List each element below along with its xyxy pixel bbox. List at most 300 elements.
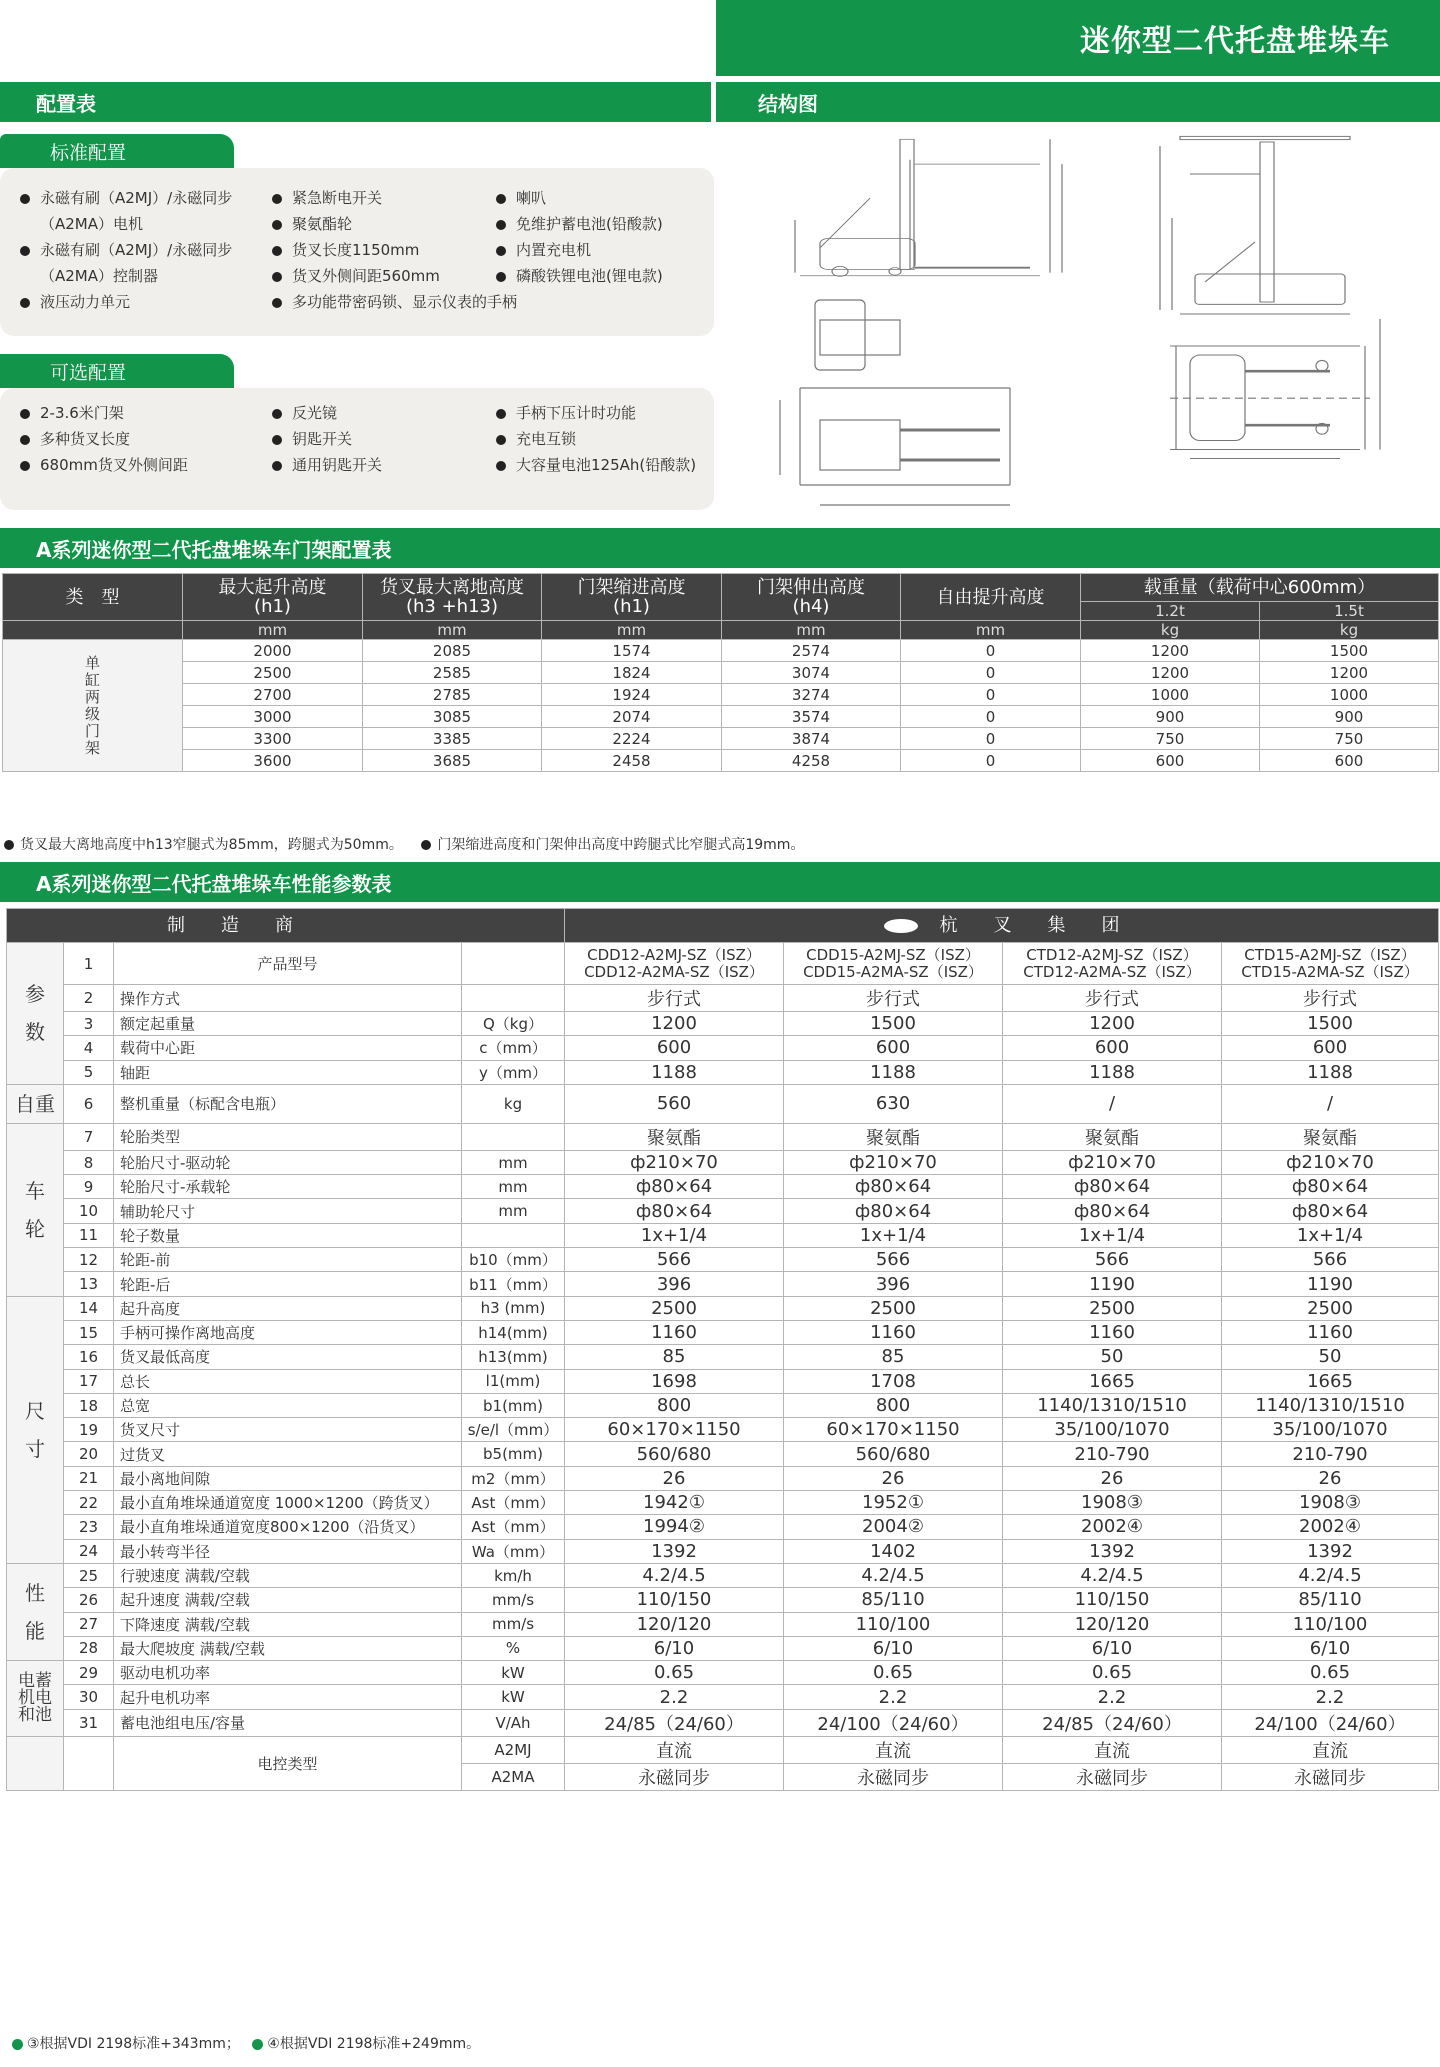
- table-cell: 2700: [183, 684, 363, 706]
- bullet-icon: [496, 194, 506, 204]
- param-value: 1x+1/4: [1003, 1223, 1222, 1247]
- table-row: [7, 1612, 1439, 1636]
- param-unit: b5(mm): [462, 1442, 565, 1466]
- param-value: 120/120: [1003, 1612, 1222, 1636]
- table-cell: 2585: [363, 662, 542, 684]
- param-value: 630: [784, 1084, 1003, 1123]
- param-value: 1665: [1003, 1369, 1222, 1393]
- param-value: 85: [565, 1345, 784, 1369]
- row-number: 19: [64, 1418, 114, 1442]
- table-cell: 1200: [1081, 662, 1260, 684]
- param-value: 2004②: [784, 1515, 1003, 1539]
- table-row: [7, 985, 1439, 1012]
- table-cell: 2574: [722, 640, 901, 662]
- param-label: 下降速度 满载/空载: [114, 1612, 462, 1636]
- param-value: 1708: [784, 1369, 1003, 1393]
- param-value: 1160: [784, 1320, 1003, 1344]
- row-number: 8: [64, 1150, 114, 1174]
- param-value: 2.2: [1222, 1685, 1439, 1709]
- param-value: 560: [565, 1084, 784, 1123]
- param-value: ф80×64: [1003, 1199, 1222, 1223]
- table-row: [7, 1539, 1439, 1563]
- mast-header-cell: 货叉最大离地高度 (h3 +h13): [363, 574, 542, 621]
- param-unit: Ast（mm）: [462, 1515, 565, 1539]
- config-item-label: 多功能带密码锁、显示仪表的手柄: [292, 293, 518, 311]
- control-value: 直流: [1003, 1736, 1222, 1763]
- param-unit: h14(mm): [462, 1320, 565, 1344]
- param-unit: c（mm）: [462, 1036, 565, 1060]
- table-row: [3, 750, 1439, 772]
- bullet-icon: [272, 220, 282, 230]
- param-value: 1200: [565, 1012, 784, 1036]
- param-value: 35/100/1070: [1222, 1418, 1439, 1442]
- row-number: 9: [64, 1175, 114, 1199]
- perf-footnotes: [12, 2033, 480, 2053]
- row-number: 13: [64, 1272, 114, 1296]
- table-cell: 3574: [722, 706, 901, 728]
- param-label: 轮胎类型: [114, 1123, 462, 1150]
- param-value: 210-790: [1222, 1442, 1439, 1466]
- config-item: [496, 263, 663, 289]
- param-value: 566: [1222, 1248, 1439, 1272]
- row-number: 11: [64, 1223, 114, 1247]
- config-item-label: 货叉外侧间距560mm: [292, 267, 440, 285]
- param-label: 驱动电机功率: [114, 1661, 462, 1685]
- table-cell: [462, 943, 565, 985]
- param-label: 最大爬坡度 满载/空载: [114, 1636, 462, 1660]
- table-cell: 3000: [183, 706, 363, 728]
- table-cell: 0: [901, 684, 1081, 706]
- table-cell: 3085: [363, 706, 542, 728]
- table-row: [7, 1588, 1439, 1612]
- param-value: 566: [1003, 1248, 1222, 1272]
- row-number: 5: [64, 1060, 114, 1084]
- side-view-drawing: [795, 139, 1062, 276]
- param-value: 步行式: [565, 985, 784, 1012]
- config-item-label: （A2MA）电机: [40, 215, 144, 233]
- bullet-icon: [20, 298, 30, 308]
- mast-unit: mm: [722, 621, 901, 640]
- category-blank: [7, 1736, 64, 1790]
- bullet-icon: [272, 272, 282, 282]
- param-label: 轮距-前: [114, 1248, 462, 1272]
- config-item-label: 喇叭: [516, 189, 547, 207]
- param-value: 110/150: [565, 1588, 784, 1612]
- param-value: 1952①: [784, 1491, 1003, 1515]
- param-value: ф80×64: [1003, 1175, 1222, 1199]
- control-type-a: A2MJ: [462, 1736, 565, 1763]
- row-number: 30: [64, 1685, 114, 1709]
- config-item-label: 永磁有刷（A2MJ）/永磁同步: [40, 189, 233, 207]
- config-item: [272, 211, 517, 237]
- param-value: 110/100: [784, 1612, 1003, 1636]
- param-value: 110/150: [1003, 1588, 1222, 1612]
- table-cell: 2074: [542, 706, 722, 728]
- table-cell: 2785: [363, 684, 542, 706]
- mast-type-label: 单 缸 两 级 门 架: [3, 640, 183, 772]
- config-item-label: 反光镜: [292, 404, 338, 422]
- param-value: 1200: [1003, 1012, 1222, 1036]
- param-value: 4.2/4.5: [1003, 1563, 1222, 1587]
- top-view-right-drawing: [1170, 319, 1380, 459]
- config-item: [20, 400, 188, 426]
- control-value: 直流: [1222, 1736, 1439, 1763]
- param-label: 最小转弯半径: [114, 1539, 462, 1563]
- param-value: 2002④: [1003, 1515, 1222, 1539]
- param-label: 起升速度 满载/空载: [114, 1588, 462, 1612]
- control-value: 直流: [565, 1736, 784, 1763]
- table-row: [7, 1060, 1439, 1084]
- table-row: [7, 1491, 1439, 1515]
- param-label: 载荷中心距: [114, 1036, 462, 1060]
- row-number: [64, 1736, 114, 1790]
- param-value: 85/110: [1222, 1588, 1439, 1612]
- param-unit: b1(mm): [462, 1393, 565, 1417]
- param-value: 26: [565, 1466, 784, 1490]
- hangcha-logo-icon: [884, 919, 918, 933]
- param-value: 800: [565, 1393, 784, 1417]
- param-label: 蓄电池组电压/容量: [114, 1709, 462, 1736]
- param-value: 85/110: [784, 1588, 1003, 1612]
- param-unit: h13(mm): [462, 1345, 565, 1369]
- table-cell: 900: [1081, 706, 1260, 728]
- table-row: [7, 1150, 1439, 1174]
- param-value: 600: [1222, 1036, 1439, 1060]
- param-value: 800: [784, 1393, 1003, 1417]
- param-label: 最小直角堆垛通道宽度 1000×1200（跨货叉）: [114, 1491, 462, 1515]
- row-number: 26: [64, 1588, 114, 1612]
- table-cell: 3600: [183, 750, 363, 772]
- mast-header-cell: 门架缩进高度 (h1): [542, 574, 722, 621]
- structure-section-title: 结构图: [716, 82, 1440, 122]
- optional-config-list-3: [496, 400, 696, 478]
- table-cell: 2500: [183, 662, 363, 684]
- table-cell: 0: [901, 662, 1081, 684]
- param-value: 120/120: [565, 1612, 784, 1636]
- param-value: ф80×64: [1222, 1175, 1439, 1199]
- param-value: 4.2/4.5: [565, 1563, 784, 1587]
- param-unit: V/Ah: [462, 1709, 565, 1736]
- table-row: [7, 1084, 1439, 1123]
- param-value: 1190: [1003, 1272, 1222, 1296]
- param-value: 2002④: [1222, 1515, 1439, 1539]
- param-value: 566: [565, 1248, 784, 1272]
- config-item: [20, 185, 232, 211]
- row-number: 20: [64, 1442, 114, 1466]
- param-unit: m2（mm）: [462, 1466, 565, 1490]
- mast-header-type: 类 型: [3, 574, 183, 621]
- mast-header-sub: 1.2t: [1081, 602, 1260, 621]
- config-item: [496, 452, 696, 478]
- row-number: 6: [64, 1084, 114, 1123]
- param-value: ф80×64: [1222, 1199, 1439, 1223]
- table-row: [3, 706, 1439, 728]
- bullet-icon: [496, 461, 506, 471]
- page-title: 迷你型二代托盘堆垛车: [716, 0, 1440, 76]
- param-value: 1140/1310/1510: [1003, 1393, 1222, 1417]
- config-item-label: （A2MA）控制器: [40, 267, 159, 285]
- param-value: 24/85（24/60）: [1003, 1709, 1222, 1736]
- table-cell: 750: [1081, 728, 1260, 750]
- bullet-icon: [496, 220, 506, 230]
- row-number: 21: [64, 1466, 114, 1490]
- row-number: 31: [64, 1709, 114, 1736]
- row-number: 14: [64, 1296, 114, 1320]
- config-item-label: 多种货叉长度: [40, 430, 131, 448]
- param-unit: [462, 1123, 565, 1150]
- config-item: [20, 426, 188, 452]
- table-row: [7, 1685, 1439, 1709]
- param-value: 6/10: [1222, 1636, 1439, 1660]
- bullet-icon: [20, 409, 30, 419]
- bullet-icon: [272, 298, 282, 308]
- param-value: 1140/1310/1510: [1222, 1393, 1439, 1417]
- param-value: 0.65: [1003, 1661, 1222, 1685]
- config-item: [272, 185, 517, 211]
- model-name: CDD15-A2MJ-SZ（ISZ） CDD15-A2MA-SZ（ISZ）: [784, 943, 1003, 985]
- param-unit: h3 (mm): [462, 1296, 565, 1320]
- mast-unit: kg: [1081, 621, 1260, 640]
- param-unit: Ast（mm）: [462, 1491, 565, 1515]
- param-value: 600: [1003, 1036, 1222, 1060]
- param-value: 2500: [784, 1296, 1003, 1320]
- table-row: [7, 1199, 1439, 1223]
- config-item-label: 680mm货叉外侧间距: [40, 456, 188, 474]
- table-row: [7, 1661, 1439, 1685]
- mast-unit: mm: [901, 621, 1081, 640]
- param-value: 聚氨酯: [1222, 1123, 1439, 1150]
- table-cell: 3074: [722, 662, 901, 684]
- mast-unit: kg: [1260, 621, 1439, 640]
- config-item: [20, 263, 232, 289]
- param-value: 0.65: [1222, 1661, 1439, 1685]
- config-item-label: 2-3.6米门架: [40, 404, 124, 422]
- standard-config-list-1: [20, 185, 232, 315]
- param-unit: b10（mm）: [462, 1248, 565, 1272]
- table-cell: 1200: [1260, 662, 1439, 684]
- model-name: CDD12-A2MJ-SZ（ISZ） CDD12-A2MA-SZ（ISZ）: [565, 943, 784, 985]
- table-row: [7, 1175, 1439, 1199]
- config-item-label: 液压动力单元: [40, 293, 131, 311]
- table-row: [7, 1393, 1439, 1417]
- param-value: 1994②: [565, 1515, 784, 1539]
- row-number: 10: [64, 1199, 114, 1223]
- category-label: 车 轮: [7, 1123, 64, 1296]
- param-value: 1392: [1222, 1539, 1439, 1563]
- param-unit: mm/s: [462, 1612, 565, 1636]
- param-value: ф210×70: [565, 1150, 784, 1174]
- param-value: 210-790: [1003, 1442, 1222, 1466]
- param-value: 1160: [565, 1320, 784, 1344]
- param-value: 1188: [1003, 1060, 1222, 1084]
- param-unit: mm: [462, 1175, 565, 1199]
- config-item-label: 永磁有刷（A2MJ）/永磁同步: [40, 241, 233, 259]
- table-cell: 0: [901, 706, 1081, 728]
- table-row: [7, 1223, 1439, 1247]
- param-value: 60×170×1150: [565, 1418, 784, 1442]
- table-cell: 1000: [1081, 684, 1260, 706]
- optional-config-list-2: [272, 400, 382, 478]
- table-cell: 900: [1260, 706, 1439, 728]
- param-value: 1908③: [1222, 1491, 1439, 1515]
- param-value: 1500: [1222, 1012, 1439, 1036]
- param-unit: km/h: [462, 1563, 565, 1587]
- config-item: [496, 400, 696, 426]
- param-value: 2500: [565, 1296, 784, 1320]
- param-value: 4.2/4.5: [784, 1563, 1003, 1587]
- config-section-title: 配置表: [0, 82, 711, 122]
- table-row: [7, 1466, 1439, 1490]
- table-cell: 1824: [542, 662, 722, 684]
- param-unit: y（mm）: [462, 1060, 565, 1084]
- config-item: [496, 426, 696, 452]
- mast-header-cell: 自由提升高度: [901, 574, 1081, 621]
- config-item-label: 磷酸铁锂电池(锂电款): [516, 267, 663, 285]
- param-label: 总宽: [114, 1393, 462, 1417]
- param-label: 轴距: [114, 1060, 462, 1084]
- bullet-icon: [496, 435, 506, 445]
- table-cell: 1924: [542, 684, 722, 706]
- param-value: ф80×64: [565, 1199, 784, 1223]
- param-value: 步行式: [1222, 985, 1439, 1012]
- param-value: 2.2: [784, 1685, 1003, 1709]
- category-label: 自重: [7, 1084, 64, 1123]
- mast-table-title: A系列迷你型二代托盘堆垛车门架配置表: [0, 528, 1440, 568]
- param-unit: kg: [462, 1084, 565, 1123]
- table-row: [7, 1036, 1439, 1060]
- param-value: ф210×70: [1003, 1150, 1222, 1174]
- mast-unit: mm: [542, 621, 722, 640]
- param-value: 1188: [565, 1060, 784, 1084]
- param-value: 396: [784, 1272, 1003, 1296]
- param-unit: l1(mm): [462, 1369, 565, 1393]
- param-label: 轮胎尺寸-承载轮: [114, 1175, 462, 1199]
- row-number: 16: [64, 1345, 114, 1369]
- mast-header-cell: 最大起升高度 (h1): [183, 574, 363, 621]
- config-item-label: 充电互锁: [516, 430, 577, 448]
- param-value: 560/680: [784, 1442, 1003, 1466]
- control-value: 永磁同步: [784, 1763, 1003, 1790]
- control-value: 永磁同步: [1222, 1763, 1439, 1790]
- mast-header-cell: 门架伸出高度 (h4): [722, 574, 901, 621]
- config-item-label: 免维护蓄电池(铅酸款): [516, 215, 663, 233]
- config-item: [272, 452, 382, 478]
- config-item: [20, 289, 232, 315]
- maker-name: 杭 叉 集 团: [939, 915, 1120, 936]
- param-label: 过货叉: [114, 1442, 462, 1466]
- row-number: 22: [64, 1491, 114, 1515]
- param-value: 4.2/4.5: [1222, 1563, 1439, 1587]
- row-number: 27: [64, 1612, 114, 1636]
- param-value: 1190: [1222, 1272, 1439, 1296]
- table-cell: 1574: [542, 640, 722, 662]
- param-unit: mm: [462, 1199, 565, 1223]
- param-value: 24/100（24/60）: [1222, 1709, 1439, 1736]
- param-value: 2500: [1003, 1296, 1222, 1320]
- bullet-icon: [20, 246, 30, 256]
- category-label: 参 数: [7, 943, 64, 1085]
- param-value: 26: [1222, 1466, 1439, 1490]
- table-row: [7, 1123, 1439, 1150]
- param-label: 操作方式: [114, 985, 462, 1012]
- param-value: 85: [784, 1345, 1003, 1369]
- param-unit: Wa（mm）: [462, 1539, 565, 1563]
- param-value: /: [1003, 1084, 1222, 1123]
- param-label: 轮子数量: [114, 1223, 462, 1247]
- maker-value: [565, 909, 1439, 943]
- optional-config-list-1: [20, 400, 188, 478]
- param-unit: [462, 1223, 565, 1247]
- bullet-icon: [272, 246, 282, 256]
- table-row: [3, 684, 1439, 706]
- row-number: 1: [64, 943, 114, 985]
- table-row: [7, 1345, 1439, 1369]
- table-row: [7, 1563, 1439, 1587]
- param-value: 35/100/1070: [1003, 1418, 1222, 1442]
- maker-label: 制 造 商: [7, 909, 565, 943]
- param-value: 聚氨酯: [1003, 1123, 1222, 1150]
- param-value: 聚氨酯: [784, 1123, 1003, 1150]
- config-item-label: 聚氨酯轮: [292, 215, 353, 233]
- top-view-left-drawing: [780, 300, 1010, 505]
- table-cell: 0: [901, 640, 1081, 662]
- bullet-icon: [20, 435, 30, 445]
- model-label: 产品型号: [114, 943, 462, 985]
- table-cell: 2000: [183, 640, 363, 662]
- param-value: 600: [784, 1036, 1003, 1060]
- config-item: [272, 426, 382, 452]
- param-value: 6/10: [784, 1636, 1003, 1660]
- row-number: 28: [64, 1636, 114, 1660]
- row-number: 25: [64, 1563, 114, 1587]
- table-row: [7, 1272, 1439, 1296]
- param-value: 110/100: [1222, 1612, 1439, 1636]
- param-value: ф80×64: [565, 1175, 784, 1199]
- table-cell: 1000: [1260, 684, 1439, 706]
- param-label: 手柄可操作离地高度: [114, 1320, 462, 1344]
- table-cell: 2458: [542, 750, 722, 772]
- param-label: 起升高度: [114, 1296, 462, 1320]
- table-row: [7, 1709, 1439, 1736]
- config-item: [496, 185, 663, 211]
- param-label: 总长: [114, 1369, 462, 1393]
- param-unit: s/e/l（mm）: [462, 1418, 565, 1442]
- config-item: [272, 400, 382, 426]
- param-value: 24/85（24/60）: [565, 1709, 784, 1736]
- table-cell: 1500: [1260, 640, 1439, 662]
- config-item-label: 通用钥匙开关: [292, 456, 383, 474]
- table-cell: 4258: [722, 750, 901, 772]
- param-value: 步行式: [784, 985, 1003, 1012]
- param-value: 600: [565, 1036, 784, 1060]
- param-value: 6/10: [1003, 1636, 1222, 1660]
- table-cell: 2224: [542, 728, 722, 750]
- bullet-icon: [20, 194, 30, 204]
- control-value: 永磁同步: [1003, 1763, 1222, 1790]
- param-label: 轮距-后: [114, 1272, 462, 1296]
- param-unit: [462, 985, 565, 1012]
- config-item: [20, 211, 232, 237]
- param-value: 1x+1/4: [1222, 1223, 1439, 1247]
- param-value: 1908③: [1003, 1491, 1222, 1515]
- config-item: [272, 289, 517, 315]
- table-cell: 600: [1260, 750, 1439, 772]
- bullet-icon: [272, 409, 282, 419]
- table-row: [7, 1442, 1439, 1466]
- param-value: 1500: [784, 1012, 1003, 1036]
- row-number: 12: [64, 1248, 114, 1272]
- control-type-b: A2MA: [462, 1763, 565, 1790]
